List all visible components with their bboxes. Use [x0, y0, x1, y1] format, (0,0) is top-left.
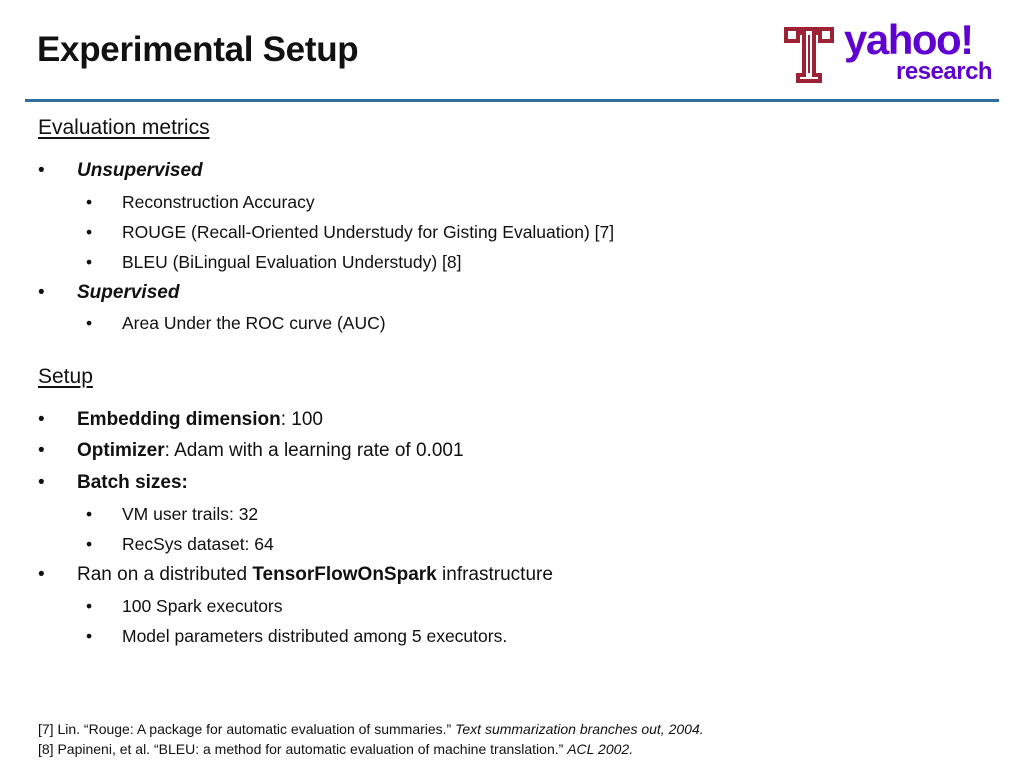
- header-divider: [25, 99, 999, 102]
- yahoo-logo-text: yahoo!: [844, 16, 973, 63]
- batch-recsys: RecSys dataset: 64: [122, 534, 274, 554]
- list-item-batch: [38, 472, 188, 494]
- batch-vm: VM user trails: 32: [122, 504, 259, 524]
- metric-auc: Area Under the ROC curve (AUC): [122, 313, 386, 333]
- bullet-icon: •: [38, 160, 45, 181]
- reference-7: [38, 719, 704, 739]
- slide-title: Experimental Setup: [37, 30, 359, 69]
- references: [38, 719, 704, 759]
- list-item: [86, 596, 283, 617]
- bullet-icon: •: [38, 472, 45, 493]
- bullet-icon: •: [86, 252, 93, 272]
- bullet-icon: •: [86, 596, 93, 616]
- reference-8-text: [8] Papineni, et al. “BLEU: a method for automatic evaluation of machine translation.”: [38, 741, 568, 757]
- supervised-label: Supervised: [77, 282, 180, 303]
- unsupervised-label: Unsupervised: [77, 160, 203, 181]
- list-item-optimizer: [38, 440, 464, 462]
- evaluation-metrics-heading: Evaluation metrics: [38, 116, 210, 139]
- optimizer-label: Optimizer: [77, 440, 165, 461]
- list-item-supervised: [38, 282, 179, 304]
- list-item-infra: [38, 564, 553, 586]
- bullet-icon: •: [86, 222, 93, 242]
- metric-rouge: ROUGE (Recall-Oriented Understudy for Gisting Evaluation) [7]: [122, 222, 615, 242]
- embedding-value: : 100: [280, 409, 323, 430]
- list-item: [86, 222, 614, 243]
- list-item: [86, 252, 462, 273]
- list-item: [86, 534, 274, 555]
- bullet-icon: •: [86, 192, 93, 212]
- reference-7-venue: Text summarization branches out, 2004.: [455, 721, 704, 737]
- embedding-label: Embedding dimension: [77, 409, 281, 430]
- bullet-icon: •: [86, 534, 93, 554]
- infra-suffix: infrastructure: [436, 564, 553, 585]
- reference-8: [38, 739, 704, 759]
- bullet-icon: •: [86, 313, 93, 333]
- setup-heading: Setup: [38, 365, 93, 388]
- infra-params: Model parameters distributed among 5 executors.: [122, 626, 508, 646]
- infra-executors: 100 Spark executors: [122, 596, 283, 616]
- research-logo-text: research: [896, 58, 993, 85]
- list-item: [86, 313, 386, 334]
- list-item: [86, 192, 315, 213]
- metric-reconstruction: Reconstruction Accuracy: [122, 192, 315, 212]
- bullet-icon: •: [38, 440, 45, 461]
- infra-bold: TensorFlowOnSpark: [252, 564, 437, 585]
- bullet-icon: •: [86, 504, 93, 524]
- list-item: [86, 626, 507, 647]
- list-item: [86, 504, 258, 525]
- list-item-unsupervised: [38, 160, 203, 182]
- list-item-embedding: [38, 409, 323, 431]
- batch-label: Batch sizes:: [77, 472, 188, 493]
- optimizer-value: : Adam with a learning rate of 0.001: [164, 440, 464, 461]
- metric-bleu: BLEU (BiLingual Evaluation Understudy) [8]: [122, 252, 462, 272]
- bullet-icon: •: [38, 409, 45, 430]
- logo-group: [784, 16, 1000, 85]
- bullet-icon: •: [38, 564, 45, 585]
- temple-t-logo: [784, 25, 834, 83]
- bullet-icon: •: [86, 626, 93, 646]
- reference-8-venue: ACL 2002.: [567, 741, 634, 757]
- infra-prefix: Ran on a distributed: [77, 564, 253, 585]
- reference-7-text: [7] Lin. “Rouge: A package for automatic evaluation of summaries.”: [38, 721, 456, 737]
- bullet-icon: •: [38, 282, 45, 303]
